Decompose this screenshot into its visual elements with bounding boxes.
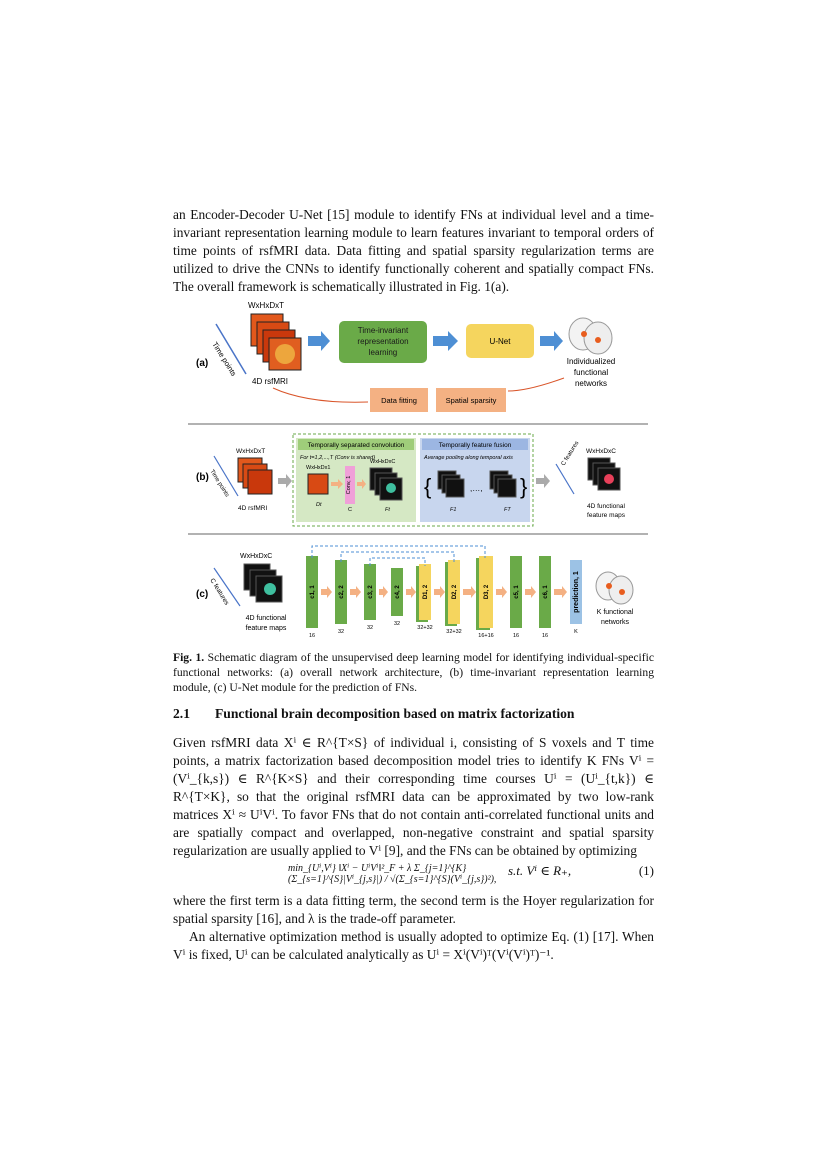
panel-a-label: (a) — [196, 358, 209, 369]
panel-c-label: (c) — [196, 589, 209, 600]
paragraph-2: Given rsfMRI data Xⁱ ∈ R^{T×S} of individual i, consisting of S voxels and T time points, a matrix factorization based decomposition model tries to identify K FNs Vⁱ = (Vⁱ_{k,s}) ∈ R^{K×S} and their corresponding time courses Uⁱ = (Uⁱ_{t,k}) ∈ R^{T×K}, so that the original rsfMRI data can be approximated by two low-rank matrices Xⁱ ≈ UⁱVⁱ. To favor FNs that do not contain anti-correlated functional units and are spatially compact and overlapped, non-negative constraint and spatial sparsity regularization are usually applied to Vⁱ [9], and the FNs can be obtained by optimizing — [173, 735, 654, 858]
ftt-stack — [490, 471, 516, 497]
unet-block-size-9: K — [574, 629, 578, 635]
feature-maps-out-b — [588, 458, 620, 490]
time-invariant-line2: representation — [357, 337, 409, 346]
panel-c — [196, 546, 634, 639]
rsfmri-stack-b — [238, 458, 272, 494]
conv-label: Conv, 1 — [346, 475, 352, 495]
bracket-right: } — [520, 474, 528, 499]
dims-1: WxHxDx1 — [306, 465, 331, 471]
panel-a-input: 4D rsfMRI — [252, 377, 288, 386]
paragraph-3: where the first term is a data fitting term, the second term is the Hoyer regularization for spatial sparsity [16], and λ is the trade-off parameter. — [173, 893, 654, 926]
equation-1 — [288, 857, 654, 897]
ft-stack — [370, 468, 402, 500]
unet-arrow-9 — [554, 586, 567, 598]
ft-label: Ft — [385, 507, 390, 513]
section-number: 2.1 — [173, 706, 190, 721]
panel-a-time-points: Time points — [210, 340, 239, 378]
panel-c-dims: WxHxDxC — [240, 553, 273, 560]
unet-block-size-5: 32+32 — [446, 629, 462, 635]
panel-c-c-features: C features — [208, 577, 231, 607]
dt-volume — [308, 474, 328, 494]
unet-block-label-6: D3, 2 — [484, 584, 490, 600]
paragraph-4: An alternative optimization method is usually adopted to optimize Eq. (1) [17]. When Vⁱ is fixed, Uⁱ can be calculated analytically as Uⁱ = Xⁱ(Vⁱ)ᵀ(Vⁱ(Vⁱ)ᵀ)⁻¹. — [173, 929, 654, 962]
unet-arrow-4 — [406, 586, 416, 598]
unet-block-label-5: D2, 2 — [452, 584, 458, 600]
unet-block-size-1: 32 — [337, 629, 345, 635]
unet-block-size-8: 16 — [541, 633, 549, 639]
conv-subtitle: For t=1,2,...,T (Conv is shared) — [300, 455, 376, 461]
panel-b-c-features: C features — [560, 440, 581, 468]
panel-b-label: (b) — [196, 472, 209, 483]
figure-1 — [188, 296, 648, 641]
unet-arrow-5 — [434, 586, 445, 598]
unet-arrow-6 — [463, 586, 476, 598]
panel-b — [196, 434, 626, 526]
connector-left — [273, 388, 368, 402]
panel-b-output-line1: 4D functional — [587, 503, 625, 510]
fusion-subtitle: Average pooling along temporal axis — [424, 455, 513, 461]
unet-arrow-2 — [350, 586, 361, 598]
section-title: Functional brain decomposition based on matrix factorization — [215, 706, 575, 721]
brain-output-c — [596, 572, 633, 604]
caption-label: Fig. 1. — [173, 651, 205, 664]
output-line2: functional — [573, 368, 609, 377]
c-label: C — [348, 507, 352, 513]
output-line1: Individualized — [566, 357, 616, 366]
unet-block-label-4: D1, 2 — [423, 584, 429, 600]
dims-c: WxHxDxC — [370, 459, 396, 465]
equation-main: min_{Uⁱ,Vⁱ} ‖Xⁱ − UⁱVⁱ‖²_F + λ Σ_{j=1}^{K} (Σ_{s=1}^{S}|Vⁱ_{j,s}|) / √(Σ_{s=1}^{S}(Vⁱ_{j,s})²), — [288, 863, 497, 885]
panel-b-input: 4D rsfMRI — [238, 505, 268, 512]
equation-constraint: s.t. Vⁱ ∈ R₊, — [508, 863, 572, 878]
equation-number: (1) — [638, 863, 654, 878]
skip-3 — [370, 558, 425, 566]
output-line3: networks — [574, 379, 608, 388]
time-invariant-line3: learning — [368, 348, 398, 357]
data-fitting-label: Data fitting — [381, 396, 417, 405]
feature-maps-in-c — [244, 564, 282, 602]
spatial-sparsity-label: Spatial sparsity — [445, 396, 497, 405]
panel-c-output-line1: K functional — [596, 609, 634, 616]
unet-block-label-3: c4, 2 — [395, 585, 401, 599]
unet-block-size-7: 16 — [512, 633, 520, 639]
panel-b-output-line2: feature maps — [587, 512, 625, 519]
dt-label: Dt — [316, 502, 322, 508]
panel-a — [196, 301, 615, 412]
unet-arrow-3 — [379, 586, 388, 598]
caption-text: Schematic diagram of the unsupervised deep learning model for identifying individual-specific functional networks: (a) overall network architecture, (b) time-invariant representation learning module, (c) U-Net module for the prediction of FNs. — [173, 651, 655, 694]
unet-block-label-8: c6, 1 — [543, 585, 549, 599]
panel-c-input-line2: feature maps — [245, 625, 287, 632]
unet-block-size-2: 32 — [366, 625, 374, 631]
unet-label: U-Net — [489, 337, 511, 346]
unet-block-label-2: c3, 2 — [368, 585, 374, 599]
arrow-a1 — [308, 331, 330, 351]
arrow-b4 — [536, 474, 550, 488]
section-heading — [173, 706, 574, 722]
unet-block-size-0: 16 — [308, 633, 316, 639]
arrow-a3 — [540, 331, 563, 351]
panel-b-time-points: Time points — [208, 468, 230, 499]
rsfmri-stack-a — [251, 314, 301, 370]
panel-c-output-line2: networks — [600, 619, 630, 626]
intro-paragraph: an Encoder-Decoder U-Net [15] module to identify FNs at individual level and a time-invariant representation learning module to learn features invariant to temporal orders of time points of rsfMRI data. Data fitting and spatial sparsity regularization terms are utilized to drive the CNNs to identify functionally coherent and spatially compact FNs. The overall framework is schematically illustrated in Fig. 1(a). — [173, 207, 654, 294]
connector-right — [508, 378, 564, 391]
unet-block-label-1: c2, 2 — [339, 585, 345, 599]
unet-block-label-0: c1, 1 — [310, 585, 316, 599]
panel-a-dims: WxHxDxT — [248, 301, 284, 310]
ftt-label: FT — [504, 507, 511, 513]
arrow-b1 — [278, 474, 292, 488]
unet-arrow-1 — [321, 586, 332, 598]
unet-arrow-8 — [525, 586, 536, 598]
unet-arrow-7 — [496, 586, 507, 598]
unet-block-size-4: 32+32 — [417, 625, 433, 631]
c-axis-b — [556, 464, 574, 494]
time-invariant-line1: Time-invariant — [357, 326, 409, 335]
figure-1-diagram — [188, 296, 648, 641]
arrow-a2 — [433, 331, 458, 351]
skip-2 — [341, 552, 454, 562]
f1-label: F1 — [450, 507, 457, 513]
f1-stack — [438, 471, 464, 497]
unet-block-label-7: c5, 1 — [514, 585, 520, 599]
unet-blocks — [306, 556, 582, 639]
panel-b-dims-out: WxHxDxC — [586, 448, 616, 455]
brain-output-a — [569, 318, 612, 354]
unet-block-label-9: prediction, 1 — [573, 571, 580, 613]
panel-c-input-line1: 4D functional — [245, 615, 287, 622]
ellipsis: ,…, — [470, 484, 483, 493]
unet-block-size-6: 16+16 — [478, 633, 494, 639]
panel-b-dims-in: WxHxDxT — [236, 448, 266, 455]
figure-caption — [173, 650, 654, 695]
bracket-left: { — [424, 474, 432, 499]
conv-title: Temporally separated convolution — [307, 442, 405, 449]
fusion-title: Temporally feature fusion — [438, 442, 512, 449]
unet-block-size-3: 32 — [393, 621, 401, 627]
